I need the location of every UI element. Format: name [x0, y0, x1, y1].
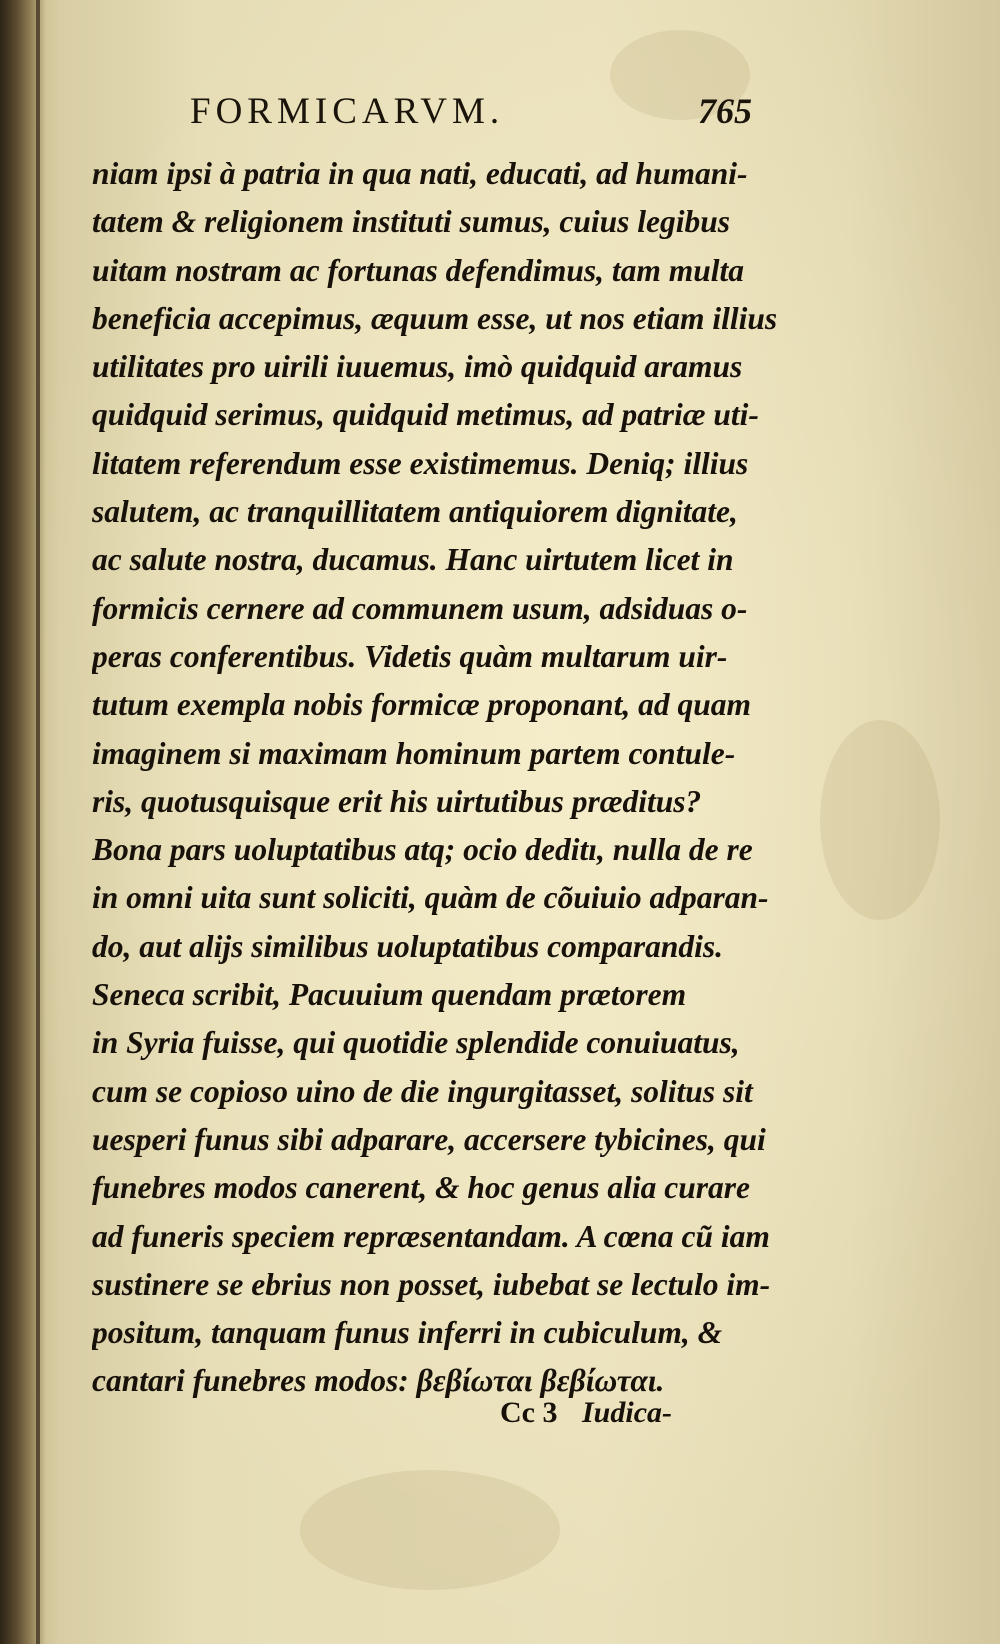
text-line: salutem, ac tranquillitatem antiquiorem dignitate, [92, 494, 738, 530]
text-line: beneficia accepimus, æquum esse, ut nos etiam illius [92, 300, 778, 336]
paper-stain [300, 1470, 560, 1590]
text-line: do, aut alijs similibus uoluptatibus comparandis. [92, 928, 724, 964]
paper-stain [820, 720, 940, 920]
text-line: in Syria fuisse, qui quotidie splendide conuiuatus, [92, 1025, 740, 1061]
running-head: FORMICARVM. [190, 91, 505, 132]
binding-edge [36, 0, 40, 1644]
text-line: niam ipsi à patria in qua nati, educati, ad humani- [92, 156, 748, 191]
catchword: Iudica- [582, 1396, 672, 1429]
text-line: ris, quotusquisque erit his uirtutibus præditus? [92, 783, 702, 819]
text-line: in omni uita sunt soliciti, quàm de cõuiuio adparan- [92, 880, 769, 916]
text-line: imaginem si maximam hominum partem contule- [92, 735, 736, 771]
text-line: litatem referendum esse existimemus. Deniq; illius [92, 445, 749, 481]
text-line: positum, tanquam funus inferri in cubiculum, & [92, 1315, 723, 1351]
text-line: tutum exempla nobis formicæ proponant, ad quam [92, 687, 751, 723]
text-line: sustinere se ebrius non posset, iubebat se lectulo im- [92, 1266, 771, 1302]
body-text [92, 150, 812, 1406]
signature-mark: Cc 3 [500, 1396, 558, 1429]
page-number: 765 [698, 91, 752, 131]
text-line: ac salute nostra, ducamus. Hanc uirtutem licet in [92, 542, 734, 578]
text-line: funebres modos canerent, & hoc genus alia curare [92, 1170, 751, 1206]
text-line: Bona pars uoluptatibus atq; ocio deditı, nulla de re [92, 832, 753, 868]
text-line: cum se copioso uino de die ingurgitasset, solitus sit [92, 1073, 753, 1109]
text-line: tatem & religionem instituti sumus, cuius legibus [92, 204, 731, 240]
text-line: formicis cernere ad communem usum, adsiduas o- [92, 590, 748, 626]
text-line: Seneca scribit, Pacuuium quendam prætorem [92, 977, 687, 1013]
text-line: quidquid serimus, quidquid metimus, ad patriæ uti- [92, 397, 759, 433]
footer-line [500, 1393, 672, 1433]
text-line: uitam nostram ac fortunas defendimus, tam multa [92, 252, 744, 288]
text-line: cantari funebres modos: βεβίωται βεβίωται. [92, 1363, 665, 1399]
text-line: peras conferentibus. Videtis quàm multarum uir- [92, 638, 728, 674]
text-line: utilitates pro uirili iuuemus, imò quidquid aramus [92, 349, 743, 385]
text-line: ad funeris speciem repræsentandam. A cœna cũ iam [92, 1218, 770, 1254]
text-line: uesperi funus sibi adparare, accersere tybicines, qui [92, 1121, 766, 1157]
